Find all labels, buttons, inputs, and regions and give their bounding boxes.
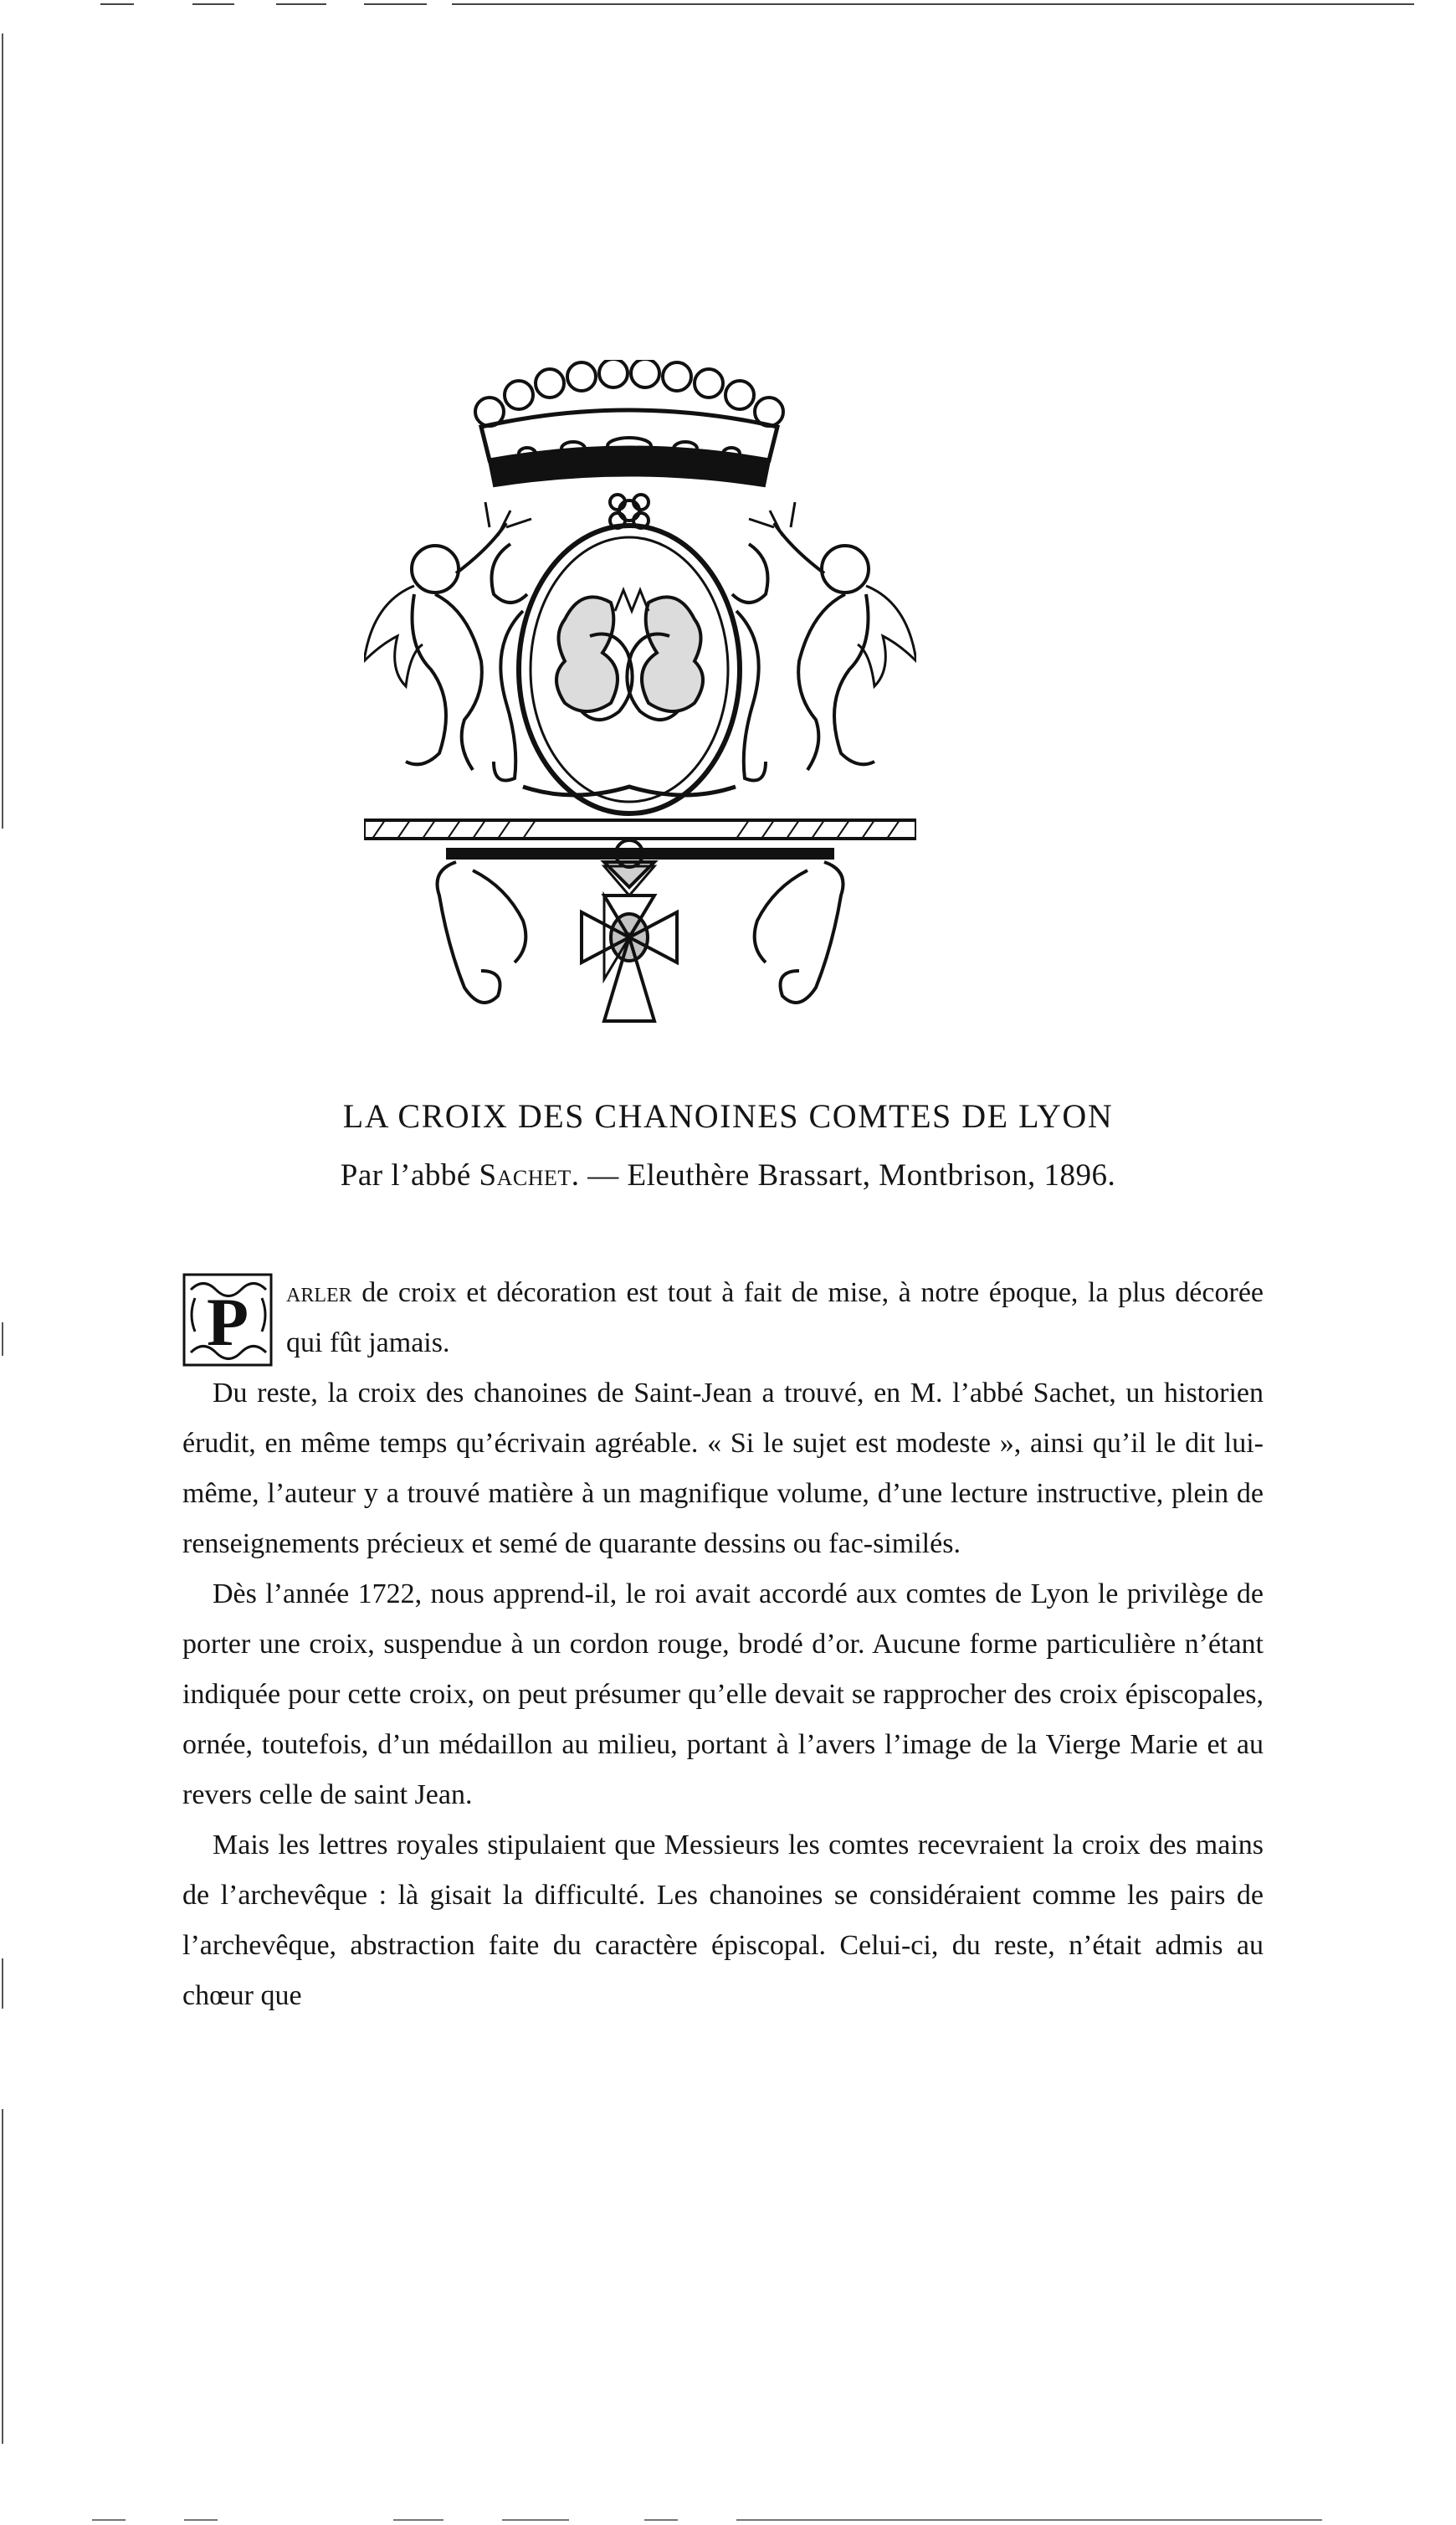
byline-author: Sachet <box>479 1158 572 1193</box>
paragraph-2: Du reste, la croix des chanoines de Saint-Jean a trouvé, en M. l’abbé Sachet, un historien érudit, en même temps qu’écrivain agréable. « Si le sujet est modeste », ainsi qu’il le dit lui-même, l’auteur y a trouvé matière à un magnifique volume, d’une lecture instructive, plein de renseignements précieux et semé de quarante dessins ou fac-similés. <box>182 1378 1264 1559</box>
paragraph-4: Mais les lettres royales stipulaient que Messieurs les comtes recevraient la croix des mains de l’archevêque : là gisait la difficulté. Les chanoines se considéraient comme les pairs de l’archevêque, abstraction faite du caractère épiscopal. Celui-ci, du reste, n’était admis au chœur que <box>182 1830 1264 2011</box>
decorative-bar <box>364 820 916 858</box>
acanthus-scroll-icon <box>492 544 768 795</box>
crown-icon <box>475 360 783 485</box>
paragraph-1-text: de croix et décoration est tout à fait de mise, à notre époque, la plus décorée qui fût jamais. <box>286 1277 1264 1358</box>
byline-suffix: . — Eleuthère Brassart, Montbrison, 1896. <box>571 1158 1116 1193</box>
paragraph-3: Dès l’année 1722, nous apprend-il, le roi avait accordé aux comtes de Lyon le privilège de porter une croix, suspendue à un cordon rouge, brodé d’or. Aucune forme particulière n’étant indiquée pour cette croix, on peut présumer qu’elle devait se rapprocher des croix épiscopales, ornée, toutefois, d’un médaillon au milieu, portant à l’avers l’image de la Vierge Marie et au revers celle de saint Jean. <box>182 1578 1264 1810</box>
paragraph-1-lead: arler <box>286 1277 352 1308</box>
scan-bottom-edge <box>0 2515 1456 2525</box>
article-byline <box>0 1157 1456 1193</box>
svg-text:P: P <box>206 1284 249 1360</box>
drop-cap-letter-icon <box>182 1273 273 1367</box>
scan-top-edge <box>0 0 1456 8</box>
article-title: LA CROIX DES CHANOINES COMTES DE LYON <box>342 1097 1114 1135</box>
byline-prefix: Par l’abbé <box>340 1158 471 1193</box>
maltese-cross-icon <box>582 840 677 1021</box>
oval-shield-icon <box>519 526 740 813</box>
article-body <box>182 1268 1264 2021</box>
coat-of-arms-emblem <box>364 360 916 1025</box>
cherub-right-icon <box>749 502 916 770</box>
paragraph-1 <box>182 1268 1264 1368</box>
